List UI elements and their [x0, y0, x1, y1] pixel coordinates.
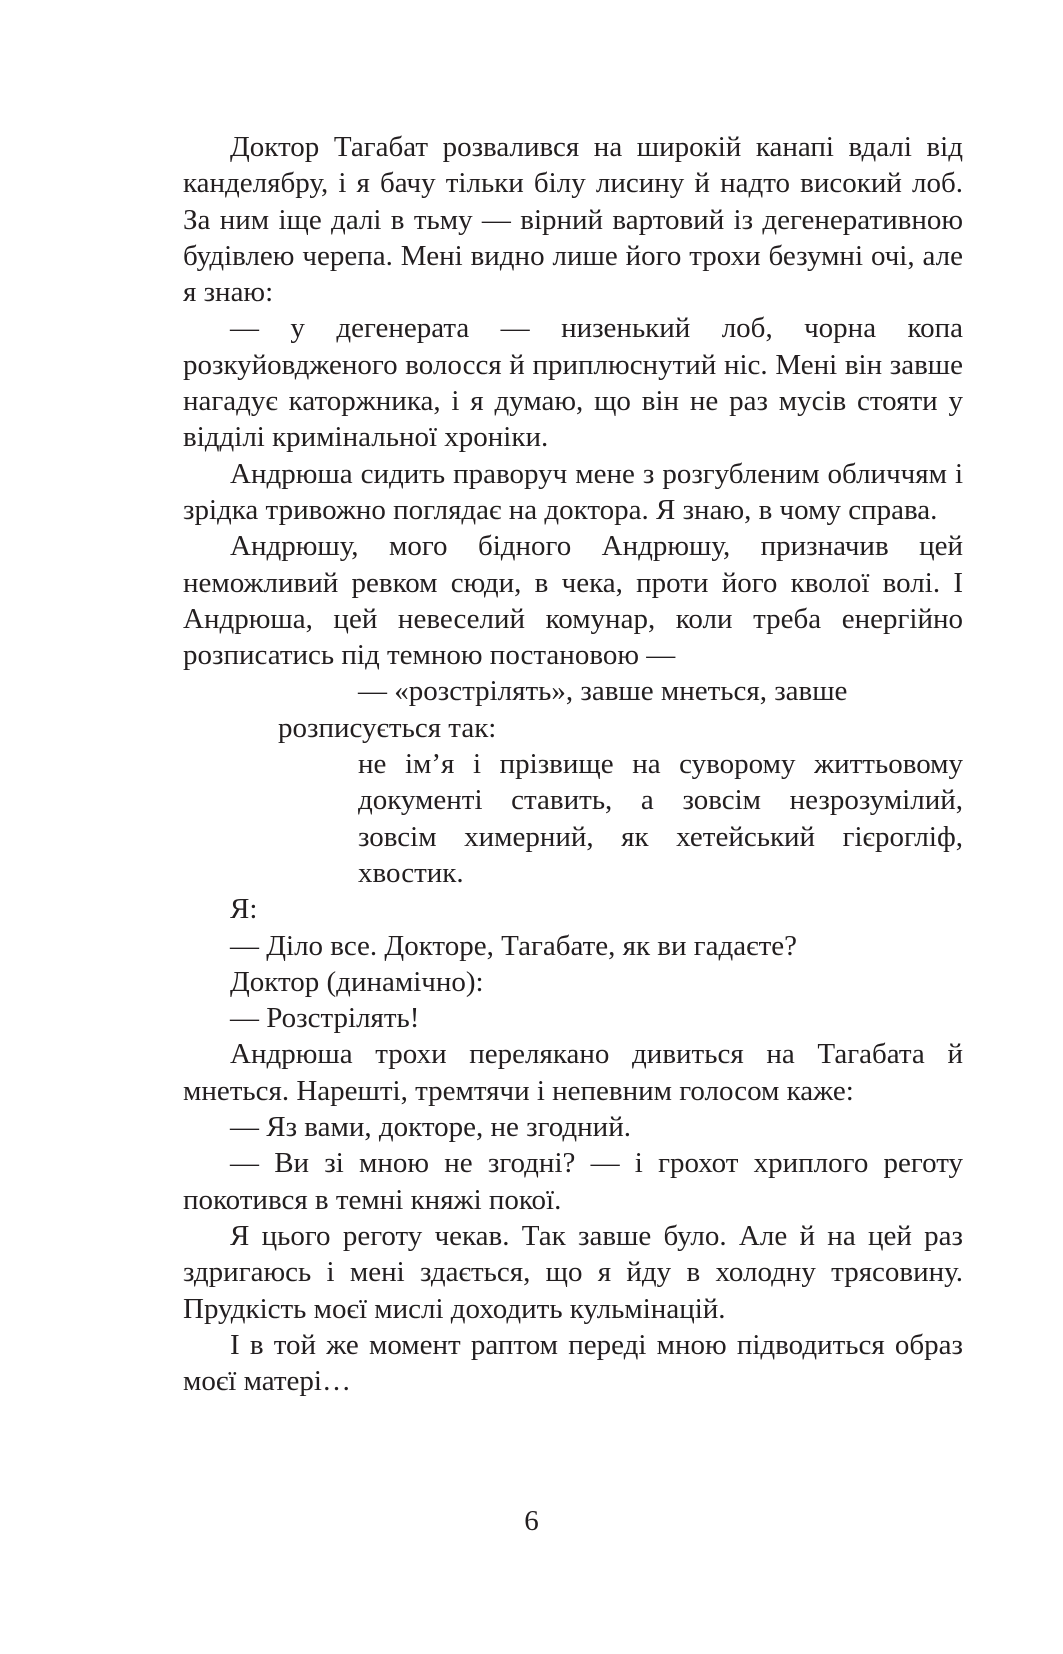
- paragraph: І в той же момент раптом переді мною підводиться образ моєї матері…: [183, 1328, 963, 1398]
- dialogue-line: Доктор (динамічно):: [230, 965, 484, 998]
- quote-line: — «розстрілять», завше мнеться, завше: [358, 675, 848, 708]
- indented-quote-1: [183, 673, 963, 746]
- dialogue-line: — Розстрілять!: [230, 1002, 420, 1035]
- paragraph: Я цього реготу чекав. Так завше було. Але й на цей раз здригаюсь і мені здається, що я йду в холодну трясовину. Прудкість моєї мислі доходить кульмінацій.: [183, 1219, 963, 1325]
- dialogue-line: — Діло все. Докторе, Тагабате, як ви гадаєте?: [230, 929, 798, 962]
- dialogue-line: Я:: [230, 893, 258, 926]
- dialogue-line: — Яз вами, докторе, не згодний.: [230, 1111, 631, 1144]
- paragraph: Андрюша сидить праворуч мене з розгубленим обличчям і зрідка тривожно поглядає на доктора. Я знаю, в чому справа.: [183, 457, 963, 526]
- paragraph: Доктор Тагабат розвалився на широкій канапі вдалі від канделябру, і я бачу тільки білу лисину й надто високий лоб. За ним іще далі в тьму — вірний вартовий із дегенеративною будівлею черепа. Мені видно лише його трохи безумні очі, але я знаю:: [183, 131, 963, 309]
- paragraph: Андрюша трохи перелякано дивиться на Тагабата й мнеться. Нарешті, тремтячи і непевним голосом каже:: [183, 1038, 963, 1107]
- page-number: 6: [524, 1505, 539, 1537]
- dialogue-line: — Ви зі мною не згодні? — і грохот хриплого реготу покотився в темні княжі покої.: [183, 1147, 963, 1216]
- quote-line: розписується так:: [278, 711, 497, 744]
- paragraph: Андрюшу, мого бідного Андрюшу, призначив цей неможливий ревком сюди, в чека, проти його кволої волі. І Андрюша, цей невеселий комунар, коли треба енергійно розписатись під темною постановою —: [183, 530, 963, 672]
- body-text: [183, 129, 963, 1399]
- indented-quote-2: не ім’я і прізвище на суворому життьовому документі ставить, а зовсім незрозумілий, зовсім химерний, як хетейський гієрогліф, хвостик.: [358, 748, 963, 889]
- paragraph: — у дегенерата — низенький лоб, чорна копа розкуйовдженого волосся й приплюснутий ніс. Мені він завше нагадує каторжника, і я думаю, що він не раз мусів стояти у відділі кримінальної хроніки.: [183, 312, 963, 454]
